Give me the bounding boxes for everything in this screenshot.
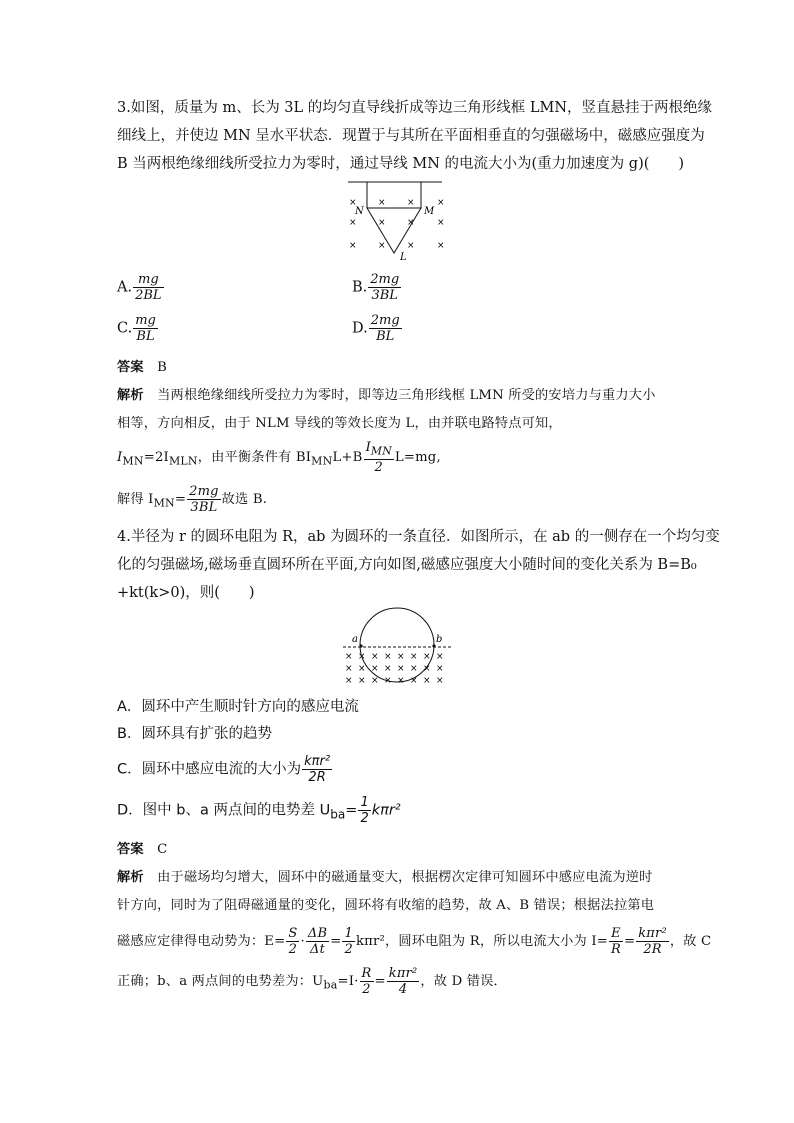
- q4-option-a: A．圆环中产生顺时针方向的感应电流: [117, 699, 359, 715]
- q4-explanation-line-1: [117, 866, 653, 885]
- eq-text: ，由平衡条件有 BI: [197, 449, 312, 465]
- eq-fraction: [286, 926, 299, 957]
- fraction-denominator: 2R: [308, 770, 326, 785]
- eq-subscript: ba: [323, 978, 338, 992]
- option-a-label: A.: [117, 279, 133, 296]
- cross-mark: ×: [349, 218, 357, 228]
- cross-mark: ×: [371, 676, 379, 686]
- fraction-numerator: kπr²: [304, 754, 331, 769]
- cross-mark: ×: [410, 676, 418, 686]
- q4-stem-line-3: +kt(k>0)，则( ): [117, 585, 255, 601]
- fraction-numerator: kπr²: [638, 926, 667, 941]
- cross-mark: ×: [378, 241, 386, 251]
- eq-text: ，故 C: [669, 934, 712, 949]
- fraction-numerator: E: [609, 926, 623, 942]
- answer-value: C: [157, 842, 168, 857]
- magnetic-field-crosses: [345, 652, 444, 686]
- q3-figure-triangle-in-field: [345, 178, 445, 263]
- cross-mark: ×: [397, 652, 405, 662]
- eq-text: =: [345, 802, 358, 819]
- eq-text: =: [174, 492, 187, 507]
- q3-option-a: [117, 272, 165, 303]
- cross-mark: ×: [371, 652, 379, 662]
- cross-mark: ×: [384, 652, 392, 662]
- fraction-denominator: 2: [362, 982, 371, 997]
- option-d-label: D.: [352, 320, 368, 337]
- fraction-denominator: BL: [376, 329, 395, 344]
- eq-text: 解得 I: [117, 492, 154, 507]
- fraction-numerator: S: [288, 926, 298, 941]
- fraction-denominator: 2: [360, 811, 369, 826]
- label-l: L: [400, 252, 407, 263]
- eq-text: kπr²: [371, 802, 401, 819]
- q4-answer: [117, 838, 167, 857]
- q4-explanation-line-3: [117, 926, 711, 957]
- eq-text: =: [330, 934, 342, 949]
- q3-equation-1: [117, 440, 441, 475]
- eq-fraction: [364, 440, 394, 475]
- cross-mark: ×: [358, 652, 366, 662]
- eq-subscript: MLN: [168, 454, 198, 468]
- fraction-denominator: Δt: [310, 942, 326, 957]
- cross-mark: ×: [407, 198, 415, 208]
- q3-equation-2: [117, 484, 267, 515]
- q4-explanation-line-4: [117, 966, 507, 997]
- cross-mark: ×: [358, 664, 366, 674]
- fraction-denominator: 2: [288, 942, 298, 957]
- eq-fraction: [360, 966, 374, 997]
- eq-text: ·: [300, 934, 305, 949]
- fraction-denominator: 2R: [643, 942, 662, 957]
- eq-text: I: [365, 440, 371, 455]
- q3-option-c: [117, 313, 159, 344]
- eq-text: =I·: [337, 974, 359, 989]
- explanation-label: 解析: [117, 388, 144, 403]
- eq-fraction: [342, 926, 354, 957]
- cross-mark: ×: [437, 218, 445, 228]
- eq-text: 磁感应定律得电动势为：E=: [117, 934, 286, 949]
- eq-text: =: [374, 974, 386, 989]
- fraction-numerator: mg: [135, 313, 156, 328]
- q4-figure-ring-in-field: [340, 605, 455, 690]
- cross-mark: ×: [397, 664, 405, 674]
- q3-stem-line-3: B 当两根绝缘细线所受拉力为零时，通过导线 MN 的电流大小为(重力加速度为 g)( ): [117, 156, 685, 172]
- eq-text: kπr²，圆环电阻为 R，所以电流大小为 I=: [355, 934, 608, 949]
- label-a: a: [352, 634, 358, 645]
- q3-explanation-line-1: [117, 384, 656, 403]
- eq-text: I: [117, 449, 123, 465]
- option-b-label: B.: [352, 279, 368, 296]
- fraction-denominator: 3BL: [190, 500, 218, 515]
- cross-mark: ×: [349, 241, 357, 251]
- q3-option-b: [352, 272, 402, 303]
- cross-mark: ×: [371, 664, 379, 674]
- option-c-text: C．圆环中感应电流的大小为: [117, 761, 302, 778]
- cross-mark: ×: [410, 652, 418, 662]
- eq-subscript: MN: [153, 496, 175, 510]
- eq-text: ，故 D 错误．: [420, 974, 507, 989]
- fraction-numerator: 2mg: [370, 313, 400, 328]
- eq-text: =2I: [143, 449, 169, 465]
- fraction-numerator: [364, 440, 394, 460]
- cross-mark: ×: [436, 652, 444, 662]
- q4-explanation-line-2: 针方向，同时为了阻碍磁通量的变化，圆环将有收缩的趋势，故 A、B 错误；根据法拉第电: [117, 898, 655, 913]
- eq-fraction: [636, 926, 669, 957]
- cross-mark: ×: [397, 676, 405, 686]
- answer-label: 答案: [117, 842, 144, 857]
- eq-subscript: MN: [370, 444, 392, 458]
- eq-text: 正确；b、a 两点间的电势差为：U: [117, 974, 324, 989]
- fraction-denominator: 4: [398, 982, 408, 997]
- cross-mark: ×: [423, 652, 431, 662]
- cross-mark: ×: [437, 241, 445, 251]
- cross-mark: ×: [358, 676, 366, 686]
- q3-option-d: [352, 313, 403, 344]
- option-d-text: D．图中 b、a 两点间的电势差 U: [117, 802, 331, 819]
- cross-mark: ×: [384, 664, 392, 674]
- eq-fraction: [306, 926, 329, 957]
- cross-mark: ×: [345, 676, 353, 686]
- option-d-fraction: [358, 795, 370, 826]
- eq-fraction: [387, 966, 420, 997]
- option-b-fraction: [368, 272, 401, 303]
- fraction-numerator: 1: [344, 926, 353, 941]
- cross-mark: ×: [378, 198, 386, 208]
- eq-text: L=mg,: [394, 449, 441, 465]
- fraction-denominator: R: [610, 942, 621, 957]
- cross-mark: ×: [378, 218, 386, 228]
- option-a-fraction: [133, 272, 163, 303]
- fraction-denominator: BL: [136, 329, 155, 344]
- fraction-numerator: 2mg: [189, 484, 219, 499]
- option-c-fraction: [302, 754, 332, 785]
- answer-label: 答案: [117, 360, 144, 375]
- q3-stem-line-2: 细线上，并使边 MN 呈水平状态．现置于与其所在平面相垂直的匀强磁场中，磁感应强度为: [117, 128, 705, 144]
- q3-stem-line-1: 3.如图，质量为 m、长为 3L 的均匀直导线折成等边三角形线框 LMN，竖直悬挂于两根绝缘: [117, 100, 713, 116]
- cross-mark: ×: [407, 218, 415, 228]
- eq-text: L+B: [332, 449, 363, 465]
- eq-subscript: MN: [311, 454, 333, 468]
- cross-mark: ×: [345, 652, 353, 662]
- q4-stem-line-1: 4.半径为 r 的圆环电阻为 R，ab 为圆环的一条直径．如图所示，在 ab 的一侧存在一个均匀变: [117, 529, 720, 545]
- q4-option-c: [117, 754, 333, 785]
- cross-mark: ×: [437, 198, 445, 208]
- cross-mark: ×: [423, 676, 431, 686]
- option-d-fraction: [369, 313, 402, 344]
- eq-text: =: [623, 934, 636, 949]
- fraction-numerator: kπr²: [388, 966, 418, 981]
- explanation-label: 解析: [117, 870, 144, 885]
- fraction-numerator: 1: [360, 795, 369, 810]
- fraction-numerator: mg: [133, 272, 163, 288]
- answer-value: B: [157, 360, 168, 375]
- cross-mark: ×: [407, 241, 415, 251]
- explanation-text: 当两根绝缘细线所受拉力为零时，即等边三角形线框 LMN 所受的安培力与重力大小: [157, 388, 656, 403]
- fraction-denominator: 3BL: [371, 288, 398, 303]
- q3-answer: [117, 356, 167, 375]
- cross-mark: ×: [384, 676, 392, 686]
- label-m: M: [424, 206, 435, 217]
- eq-fraction: [609, 926, 623, 957]
- cross-mark: ×: [423, 664, 431, 674]
- cross-mark: ×: [349, 198, 357, 208]
- fraction-numerator: ΔB: [307, 926, 328, 941]
- label-b: b: [436, 634, 443, 645]
- eq-subscript: MN: [122, 454, 144, 468]
- fraction-numerator: R: [361, 966, 372, 981]
- cross-mark: ×: [436, 676, 444, 686]
- fraction-denominator: 2: [344, 942, 353, 957]
- q3-explanation-line-2: 相等，方向相反，由于 NLM 导线的等效长度为 L，由并联电路特点可知，: [117, 416, 562, 431]
- fraction-numerator: 2mg: [370, 272, 400, 287]
- q4-stem-line-2: 化的匀强磁场,磁场垂直圆环所在平面,方向如图,磁感应强度大小随时间的变化关系为 B=B₀: [117, 557, 697, 573]
- cross-mark: ×: [345, 664, 353, 674]
- option-c-label: C.: [117, 320, 133, 337]
- q4-option-d: [117, 795, 401, 826]
- fraction-denominator: 2BL: [135, 288, 162, 303]
- point-a-dot: [359, 644, 362, 647]
- explanation-text: 由于磁场均匀增大，圆环中的磁通量变大，根据楞次定律可知圆环中感应电流为逆时: [157, 870, 653, 885]
- eq-subscript: ba: [330, 807, 346, 822]
- q4-option-b: B．圆环具有扩张的趋势: [117, 726, 272, 742]
- fraction-denominator: 2: [374, 459, 383, 475]
- eq-text: 故选 B.: [221, 492, 268, 507]
- option-c-fraction: [133, 313, 158, 344]
- label-n: N: [355, 206, 364, 217]
- cross-mark: ×: [410, 664, 418, 674]
- eq-fraction: [187, 484, 221, 515]
- cross-mark: ×: [436, 664, 444, 674]
